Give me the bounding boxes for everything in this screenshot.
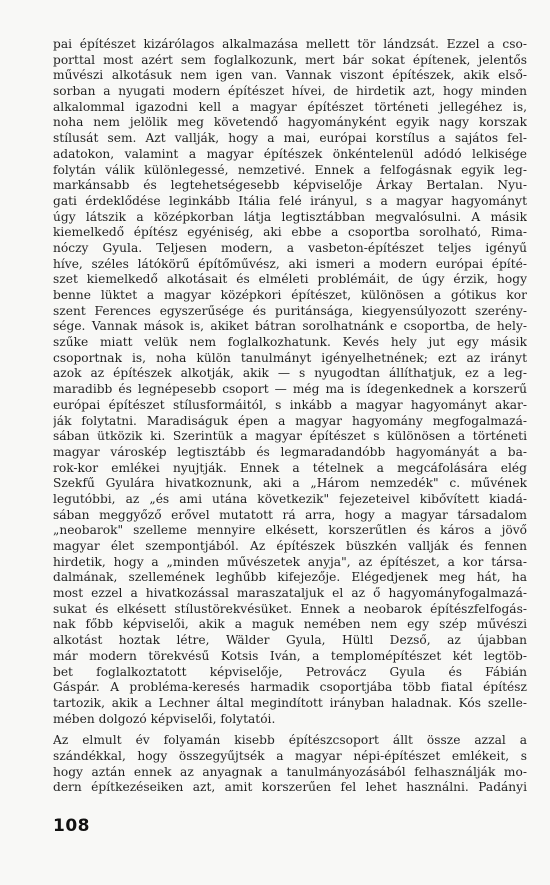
- text-line: sége. Vannak mások is, akiket bátran sorolhatnánk e csoportba, de hely-: [53, 319, 527, 334]
- text-line: dern építkezéseiken azt, amit korszerűen fel lehet használni. Padányi: [53, 780, 527, 795]
- text-line: művészi alkotásuk nem igen van. Vannak viszont építészek, akik első-: [53, 68, 527, 83]
- text-line: stílusát sem. Azt vallják, hogy a mai, európai korstílus a sajátos fel-: [53, 131, 527, 146]
- text-line: sában meggyőző erővel mutatott rá arra, hogy a magyar társadalom: [53, 507, 527, 522]
- text-line: azok az építészek alkotják, akik — s nyugodtan állíthatjuk, ez a leg-: [53, 366, 527, 381]
- text-line: szet kiemelkedő alkotásait és elméleti problémáit, de úgy érzik, hogy: [53, 272, 527, 287]
- text-line: európai építészet stílusformáitól, s inkább a magyar hagyományt akar-: [53, 397, 527, 412]
- text-line: szándékkal, hogy összegyűjtsék a magyar népi-építészet emlékeit, s: [53, 748, 527, 763]
- text-line: hogy aztán ennek az anyagnak a tanulmányozásából felhasználják mo-: [53, 764, 527, 779]
- text-line: sában ütközik ki. Szerintük a magyar építészet s különösen a történeti: [53, 429, 527, 444]
- text-line: mében dolgozó képviselői, folytatói.: [53, 711, 276, 726]
- text-line: nóczy Gyula. Teljesen modern, a vasbeton-építészet teljes igényű: [53, 240, 527, 255]
- text-line: már modern törekvésű Kotsis Iván, a templomépítészet két legtöb-: [53, 648, 527, 663]
- text-line: maradibb és legnépesebb csoport — még ma is ídegenkednek a korszerű: [53, 382, 527, 397]
- text-line: hirdetik, hogy a „minden művészetek anyja", az építészet, a kor társa-: [53, 554, 527, 569]
- text-line: Szekfű Gyulára hivatkoznunk, aki a „Három nemzedék" c. művének: [53, 476, 527, 491]
- text-line: porttal most azért sem foglalkozunk, mert bár sokat építenek, jelentős: [53, 52, 527, 67]
- text-line: magyar városkép legtisztább és legmaradandóbb hagyományát a ba-: [53, 444, 527, 459]
- text-line: szűke miatt velük nem foglalkozhatunk. Kevés hely jut egy másik: [53, 335, 527, 350]
- text-line: ják folytatni. Maradiságuk épen a magyar hagyomány megfogalmazá-: [53, 413, 527, 428]
- body-text: [53, 37, 527, 796]
- text-line: legutóbbi, az „és ami utána következik" fejezeteivel kibővített kiadá-: [53, 491, 527, 506]
- text-line: szent Ferences egyszerűsége és puritánsága, kiegyensúlyozott szerény-: [53, 303, 527, 318]
- text-line: nak főbb képviselői, akik a maguk nemében nem egy szép művészi: [53, 617, 527, 632]
- text-line: markánsabb és legtehetségesebb képviselője Árkay Bertalan. Nyu-: [53, 178, 527, 193]
- text-line: Az elmult év folyamán kisebb építészcsoport állt össze azzal a: [53, 733, 527, 748]
- text-line: Gáspár. A probléma-keresés harmadik csoportjába több fiatal építész: [53, 680, 527, 695]
- text-line: sorban a nyugati modern építészet hívei, de hirdetik azt, hogy minden: [53, 84, 527, 99]
- text-line: sukat és elkésett stílustörekvésüket. Ennek a neobarok építészfelfogás-: [53, 601, 527, 616]
- text-line: úgy látszik a középkorban látja legtisztábban megvalósulni. A másik: [53, 209, 527, 224]
- text-line: csoportnak is, noha külön tanulmányt igényelhetnének; ezt az irányt: [53, 350, 527, 365]
- text-line: alkalommal igazodni kell a magyar építészet történeti jellegéhez is,: [53, 99, 527, 114]
- text-line: gati érdeklődése leginkább Itália felé irányul, s a magyar hagyományt: [53, 193, 527, 208]
- text-line: rok-kor emlékei nyujtják. Ennek a tételnek a megcáfolására elég: [53, 460, 527, 475]
- text-line: bet foglalkoztatott képviselője, Petrovácz Gyula és Fábián: [53, 664, 527, 679]
- paragraph-1: [53, 37, 527, 727]
- text-line: pai építészet kizárólagos alkalmazása mellett tör lándzsát. Ezzel a cso-: [53, 37, 527, 51]
- text-line: dalmának, szellemének leghűbb kifejezője. Elégedjenek meg hát, ha: [53, 570, 527, 585]
- paragraph-2: [53, 733, 527, 796]
- text-line: benne lüktet a magyar középkori építészet, különösen a gótikus kor: [53, 288, 527, 302]
- text-line: „neobarok" szelleme mennyire elkésett, korszerűtlen és káros a jövő: [53, 523, 527, 538]
- page-number: 108: [53, 816, 90, 836]
- text-line: most ezzel a hivatkozással maraszataljuk el az ő hagyományfogalmazá-: [53, 586, 527, 601]
- text-line: tartozik, akik a Lechner által megindított irányban haladnak. Kós szelle-: [53, 695, 527, 710]
- text-line: alkotást hoztak létre, Wälder Gyula, Hültl Dezső, az újabban: [53, 633, 527, 648]
- text-line: folytán válik különlegessé, nemzetivé. Ennek a felfogásnak egyik leg-: [53, 162, 527, 177]
- text-line: noha nem jelölik meg követendő hagyományként egyik nagy korszak: [53, 115, 527, 130]
- text-line: magyar élet szempontjából. Az építészek büszkén vallják és fennen: [53, 539, 527, 553]
- text-line: híve, széles látókörű építőművész, aki ismeri a modern európai építé-: [53, 256, 527, 271]
- text-line: adatokon, valamint a magyar építészek önkéntelenül adódó lelkisége: [53, 146, 527, 161]
- text-line: kiemelkedő építész egyéniség, aki ebbe a csoportba sorolható, Rima-: [53, 225, 527, 240]
